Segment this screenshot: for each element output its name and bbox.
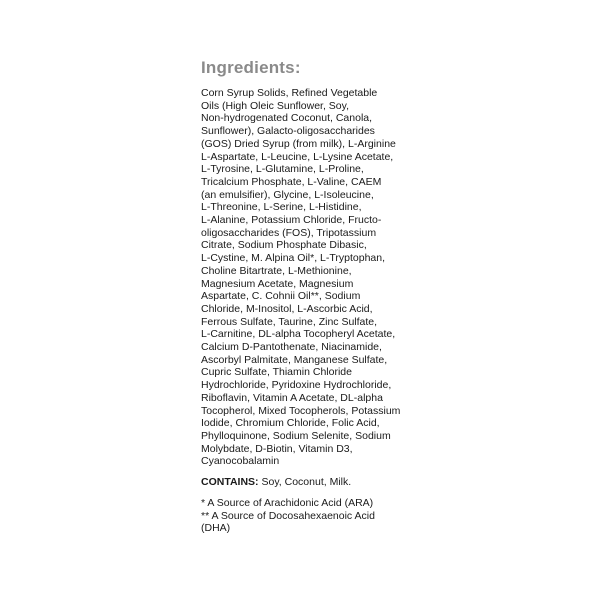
ingredient-line: L-Cystine, M. Alpina Oil*, L-Tryptophan, xyxy=(201,252,386,265)
footnote-ara: * A Source of Arachidonic Acid (ARA) xyxy=(201,496,374,509)
ingredient-line: Citrate, Sodium Phosphate Dibasic, xyxy=(201,239,367,252)
ingredient-line: Choline Bitartrate, L-Methionine, xyxy=(201,264,352,277)
footnotes xyxy=(201,497,407,535)
ingredient-line: L-Carnitine, DL-alpha Tocopheryl Acetate, xyxy=(201,328,396,341)
ingredient-line: Ferrous Sulfate, Taurine, Zinc Sulfate, xyxy=(201,315,378,328)
ingredient-line: Oils (High Oleic Sunflower, Soy, xyxy=(201,99,350,112)
ingredients-list xyxy=(201,87,407,468)
ingredient-line: oligosaccharides (FOS), Tripotassium xyxy=(201,226,377,239)
ingredients-heading: Ingredients: xyxy=(201,58,301,77)
ingredient-line: Iodide, Chromium Chloride, Folic Acid, xyxy=(201,417,380,430)
ingredient-line: Cupric Sulfate, Thiamin Chloride xyxy=(201,366,352,379)
footnote-dha-cont: (DHA) xyxy=(201,522,231,535)
ingredient-line: L-Alanine, Potassium Chloride, Fructo- xyxy=(201,214,382,227)
ingredient-line: L-Aspartate, L-Leucine, L-Lysine Acetate, xyxy=(201,150,394,163)
ingredient-line: Non-hydrogenated Coconut, Canola, xyxy=(201,112,373,125)
ingredient-line: Ascorbyl Palmitate, Manganese Sulfate, xyxy=(201,353,388,366)
ingredient-line: Chloride, M-Inositol, L-Ascorbic Acid, xyxy=(201,302,373,315)
ingredient-line: (an emulsifier), Glycine, L-Isoleucine, xyxy=(201,188,374,201)
ingredient-line: Calcium D-Pantothenate, Niacinamide, xyxy=(201,341,382,354)
ingredient-line: Riboflavin, Vitamin A Acetate, DL-alpha xyxy=(201,391,383,404)
ingredient-line: Tocopherol, Mixed Tocopherols, Potassium xyxy=(201,404,401,417)
contains-statement xyxy=(201,476,407,489)
contains-label: CONTAINS: xyxy=(201,476,259,489)
ingredient-line: Aspartate, C. Cohnii Oil**, Sodium xyxy=(201,290,361,303)
ingredient-line: Magnesium Acetate, Magnesium xyxy=(201,277,354,290)
ingredient-line: Cyanocobalamin xyxy=(201,455,280,468)
ingredient-line: Molybdate, D-Biotin, Vitamin D3, xyxy=(201,442,353,455)
ingredient-line: (GOS) Dried Syrup (from milk), L-Arginine xyxy=(201,137,396,150)
ingredient-line: L-Threonine, L-Serine, L-Histidine, xyxy=(201,201,362,214)
ingredient-line: Hydrochloride, Pyridoxine Hydrochloride, xyxy=(201,379,392,392)
ingredient-line: Sunflower), Galacto-oligosaccharides xyxy=(201,125,375,138)
ingredient-line: Corn Syrup Solids, Refined Vegetable xyxy=(201,87,378,99)
contains-value: Soy, Coconut, Milk. xyxy=(258,476,352,489)
ingredient-line: Tricalcium Phosphate, L-Valine, CAEM xyxy=(201,175,382,188)
ingredient-line: Phylloquinone, Sodium Selenite, Sodium xyxy=(201,429,391,442)
footnote-dha: ** A Source of Docosahexaenoic Acid xyxy=(201,509,375,522)
ingredients-panel xyxy=(201,58,407,535)
ingredient-line: L-Tyrosine, L-Glutamine, L-Proline, xyxy=(201,163,364,176)
